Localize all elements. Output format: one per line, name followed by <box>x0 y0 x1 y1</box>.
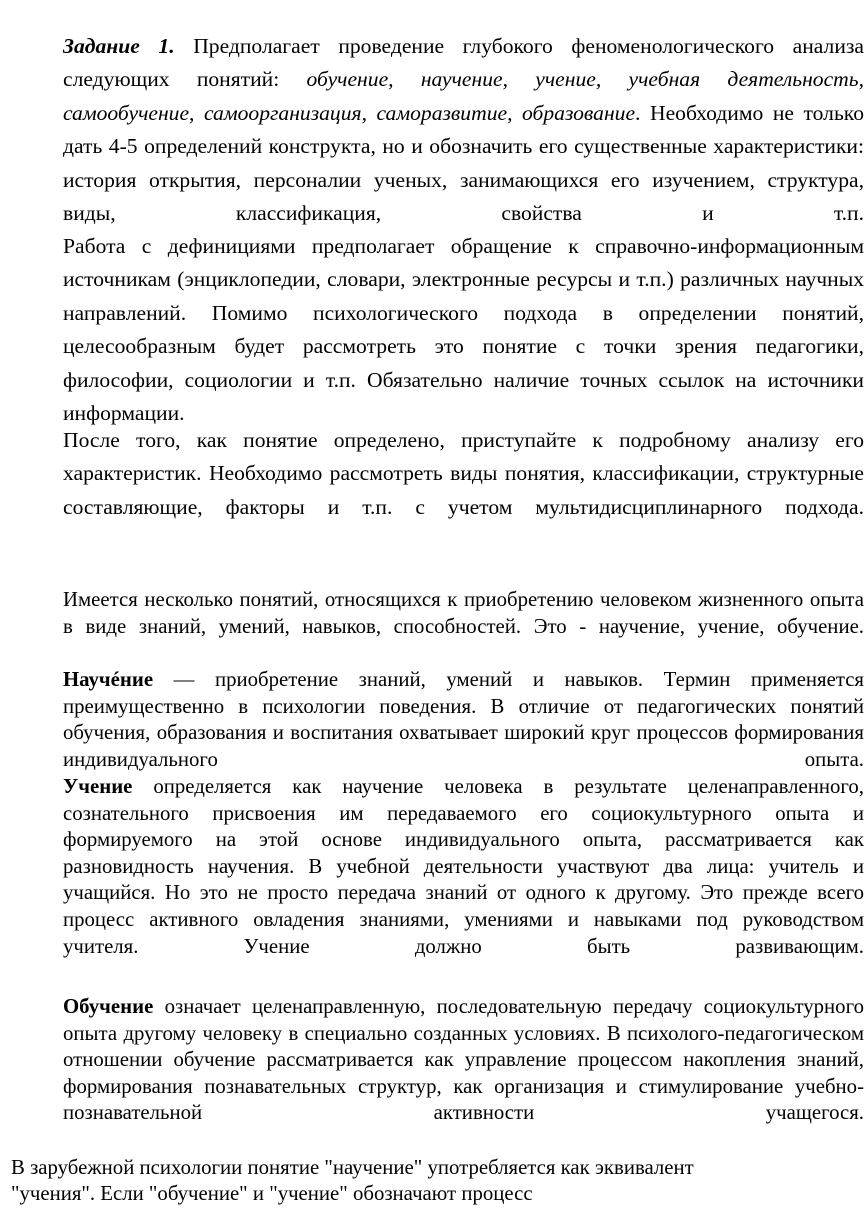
task-concepts-end: . <box>635 100 641 125</box>
analysis-paragraph: После того, как понятие определено, приступайте к подробному анализу его характеристик. Необходимо рассмотреть виды понятия, классификации, структурные составляющие, факторы и т.п. с учетом мультидисциплинарного подхода. <box>63 428 864 519</box>
naucheniye-term: Научéние <box>63 668 154 691</box>
foreign-psychology-line-1: В зарубежной психологии понятие "научение" употребляется как эквивалент <box>11 1156 694 1179</box>
naucheniye-text: — приобретение знаний, умений и навыков. Термин применяется преимущественно в психологии поведения. В отличие от педагогических понятий обучения, образования и воспитания охватывает широкий круг процессов формирования индивидуального опыта. <box>63 668 864 771</box>
foreign-psychology-line-2: "учения". Если "обучение" и "учение" обозначают процесс <box>11 1182 533 1205</box>
task-requirements: Необходимо не только дать 4-5 определений конструкта, но и обозначить его существенные характеристики: история открытия, персоналии ученых, занимающихся его изучением, структура, виды, классификация, свойства и т.п. <box>63 100 864 226</box>
ucheniye-text: определяется как научение человека в результате целенаправленного, сознательного присвоения им передаваемого его социокультурного опыта и формируемого на этой основе индивидуального опыта, рассматривается как разновидность научения. В учебной деятельности участвуют два лица: учитель и учащийся. Но это не просто передача знаний от одного к другому. Это прежде всего процесс активного овладения знаниями, умениями и навыками под руководством учителя. Учение должно быть развивающим. <box>63 775 864 958</box>
ucheniye-paragraph <box>11 774 864 960</box>
obucheniye-paragraph <box>11 994 864 1127</box>
task-paragraph <box>11 30 864 230</box>
concepts-intro-paragraph: Имеется несколько понятий, относящихся к приобретению человеком жизненного опыта в виде знаний, умений, навыков, способностей. Это - научение, учение, обучение. <box>63 588 864 638</box>
obucheniye-term: Обучение <box>63 995 154 1018</box>
definitions-paragraph: Работа с дефинициями предполагает обращение к справочно-информационным источникам (энциклопедии, словари, электронные ресурсы и т.п.) различных научных направлений. Помимо психологического подхода в определении понятий, целесообразным будет рассмотреть это понятие с точки зрения педагогики, философии, социологии и т.п. Обязательно наличие точных ссылок на источники информации. <box>63 234 864 426</box>
obucheniye-text: означает целенаправленную, последовательную передачу социокультурного опыта другому человеку в специально созданных условиях. В психолого-педагогическом отношении обучение рассматривается как управление процессом накопления знаний, формирования познавательных структур, как организация и стимулирование учебно-познавательной активности учащегося. <box>63 995 864 1125</box>
task-title: Задание 1. <box>63 34 175 58</box>
task-concepts: обучение, научение, учение, учебная деятельность, самообучение, самоорганизация, саморазвитие, образование <box>63 67 864 125</box>
ucheniye-term: Учение <box>63 775 133 798</box>
task-intro: Предполагает проведение глубокого феноменологического анализа следующих понятий: <box>63 34 864 92</box>
naucheniye-paragraph <box>11 667 864 773</box>
